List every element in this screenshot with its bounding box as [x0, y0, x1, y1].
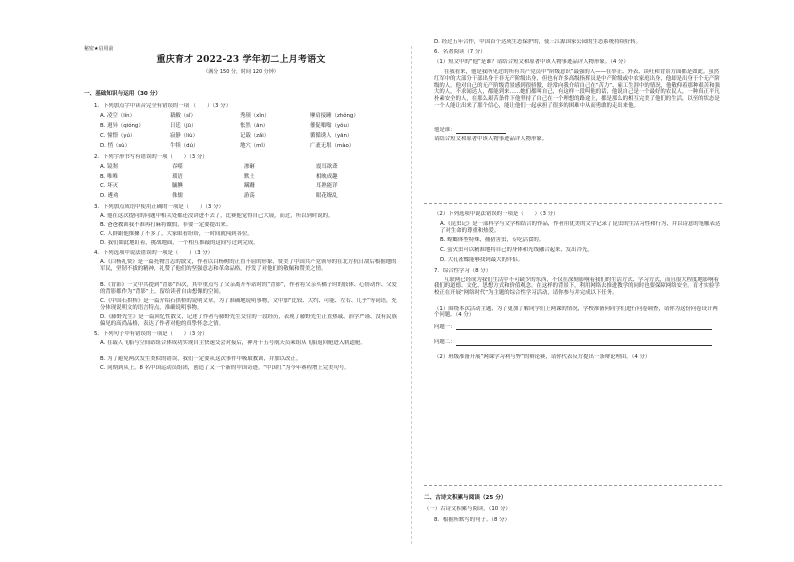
left-column: [84, 91, 400, 372]
option-cell: 牛犊（dú）: [170, 142, 199, 149]
answer-label: 问题二：: [434, 339, 456, 346]
right-column: [424, 39, 722, 143]
question-stem: （1）围绕本次活动主题，为了更加了解同学们上网课的情况，学校准备向同学们进行问卷调查，请你为这份问卷设计两个问题。（4 分）: [434, 305, 718, 319]
question-stem: 1．下列加点字中读音完全有错误的一项 （ ）（3 分）: [94, 103, 231, 110]
question-stem: 8．根据所默写的句子。（8 分）: [434, 517, 510, 524]
answer-blank[interactable]: [456, 341, 712, 346]
option-text: B. 爸爸教训我不准再打麻将做假，非要一定要提出来。: [100, 222, 232, 229]
question-stem: （2）下列选项中说法错误的一项是（ ）（3 分）: [434, 211, 559, 217]
option-cell: A. 凌空（lín）: [100, 113, 135, 120]
option-text: D. 经过五年合作，中国首个达成生态保护的，使三江源国家公园的生态系统持续好转。: [434, 39, 642, 45]
answer-separator: [424, 203, 722, 204]
option-row: [84, 123, 400, 130]
reading-passage: 互联网已经成为我们生活中不可缺少的东西，不仅在深刻影响着我们的生活方式、学习方式，而且很大程度地影响着我们的道德、文化、思想方式和价值观念。在这样的背景下，利用网络去推进教学的同时也要保障网络安全。育才实验学校正在开展“网络时代”为主题的综合性学习活动，请你参与并完成以下任务。: [434, 276, 720, 297]
option-cell: 渗砸: [244, 163, 255, 170]
secret-label: 秘密★启用前: [84, 46, 114, 52]
option-cell: 默土: [244, 173, 255, 180]
answer-separator: [424, 485, 722, 486]
section-heading: 一、基础知识与运用（30 分）: [84, 91, 161, 97]
option-cell: 侏儒: [172, 193, 183, 200]
option-text: C. 同期到从上，8 名中国运动员组团，创造了又一个新的中国奇迹。“中国红”为今年赛程增上完美句号。: [100, 365, 350, 372]
option-text: A. 在载人飞船与空间站组合体成功实现自主快速交会对接后，神舟十五号航天员乘组从飞船返回舱进入轨道舱。: [100, 339, 366, 346]
column-divider: [411, 46, 412, 544]
option-row: [84, 164, 400, 171]
option-text: D. 我们如此地盯着，挑战地面，一个相互推敲的这间写过到完成。: [100, 239, 259, 246]
option-row: [84, 183, 400, 190]
option-row: [84, 174, 400, 181]
option-text: C. 人群跟他推搡了不多了，大家眼看纷纷，一时间就闯到各位。: [100, 230, 253, 237]
option-row: [84, 193, 400, 200]
question-stem: 3．下列加点成语中使用正确的一项是（ ）（3 分）: [94, 204, 224, 211]
question-stem: （1）短文中的“他”是谁？请结合短文和原著中该人物事迹品评人物形象。（4 分）: [434, 58, 629, 65]
option-cell: 游荡: [244, 193, 255, 200]
answer-line-row: 他是谁：: [424, 127, 722, 134]
question-stem: 5．下列句子中有错误的一项是（ ）（3 分）: [94, 330, 208, 337]
sub-heading: （一）古诗文积累与阅读。（10 分）: [424, 506, 511, 513]
option-text: D. 大孔雀蝶能够找到最大的伴侣。: [440, 256, 524, 263]
option-cell: A. 镜刹: [100, 163, 118, 170]
answer-blank[interactable]: [456, 129, 506, 134]
option-text: B. 螳螂体型特殊，捕猎害虫，专吃活食的。: [440, 236, 545, 243]
page-subtitle: （满分 150 分，时间 120 分钟）: [203, 69, 279, 75]
option-cell: 怅然（ān）: [240, 122, 269, 129]
option-cell: B. 唯唯: [100, 173, 118, 180]
question-stem: 4．下列选项中说法错误的一项是（ ）（3 分）: [94, 249, 214, 256]
question-stem: 2．下列字形书写有错误的一项（ ）（3 分）: [94, 153, 208, 160]
answer-label: 他是谁: [434, 126, 451, 133]
option-cell: 摩肩接踵（zhǒng）: [310, 113, 359, 120]
option-cell: 眼花缭乱: [316, 193, 338, 200]
section-two: [424, 495, 722, 524]
answer-row: [424, 324, 722, 331]
option-text: A.《昆虫记》是一部科学与文学相结合的作品，作者用优美的文字记录了昆虫的生活习性和行为，并以诗意的笔触表达了对生命的尊重和热爱。: [440, 220, 721, 234]
option-cell: 震耳欲聋: [316, 163, 338, 170]
option-cell: 耳熟能详: [316, 183, 338, 190]
answer-row: [424, 339, 722, 346]
option-cell: 广袤无垠（mào）: [310, 142, 355, 149]
option-cell: 日廷（jū）: [170, 122, 197, 129]
question-heading: 7．综合性学习（8 分）: [434, 267, 492, 274]
question-heading: 6．名著阅读（7 分）: [434, 48, 486, 55]
option-cell: 寂静（liù）: [170, 132, 198, 139]
option-cell: C. 憧憬（yú）: [100, 132, 136, 139]
option-cell: 记载（zǎi）: [240, 132, 270, 139]
option-row: [84, 113, 400, 120]
right-column-lower: [424, 211, 722, 361]
option-cell: 琐语: [172, 173, 183, 180]
option-text: B.《背影》一文中共提到“背影”四次，其中重点写了父亲离开车站时的“背影”，作者将父亲买橘子时的肢体、心情动作、父爱的背影都作为“背影”上，留给读者自由想像的空间。: [100, 281, 397, 295]
option-cell: B. 迥异（qióng）: [100, 122, 144, 129]
answer-note: 请结合短文和原著中该人物事迹品评人物形象。: [434, 135, 548, 142]
option-row: [84, 133, 400, 140]
option-cell: 蹒跚: [244, 183, 255, 190]
option-text: D.《藤野先生》是一篇回忆性散文，记述了作者与藤野先生交往的一段经历，表现了藤野先生正直热诚、治学严谨、没有民族偏见的高尚品格，表达了作者对他的真挚怀念之情。: [100, 313, 397, 327]
option-cell: 腼腆: [172, 183, 183, 190]
option-text: C. 萤火虫可以精准地将自己的身体和光线融合起来，发出冷光。: [440, 246, 593, 253]
option-cell: 吞噬: [172, 163, 183, 170]
option-cell: 藉敝（sǐ）: [170, 113, 196, 120]
option-text: B. 为了避免两次发生类似的错误，我们一定要从这次事件中吸取教训，并加以改正。: [100, 355, 302, 362]
option-cell: 循循诱人（yān）: [310, 132, 353, 139]
option-text: C.《中国石拱桥》是一篇介绍石拱桥的说明文章，为了准确地说明事物，文中加“比较、大约、可能、左右、几乎”等词语，充分体现说明文的语言特点，准确说明事物。: [100, 297, 397, 311]
option-text: A.《白杨礼赞》是一篇托物言志的散文，作者以白杨树的正直不屈的形象，赞美了中国共产党领导的在北方抗日敌后根据地的军民，坚韧不拔的精神，礼赞了他们的坚强意志和革命品格，抒发了对他们的敬佩和赞美之情。: [100, 258, 397, 272]
page-title: 重庆育才 2022-23 学年初二上月考语文: [156, 55, 326, 65]
option-cell: 秀颀（xǐn）: [240, 113, 270, 120]
option-cell: 相映成趣: [316, 173, 338, 180]
answer-blank[interactable]: [456, 325, 712, 330]
option-cell: D. 遴劝: [100, 193, 119, 200]
section-heading: 二、古诗文积累与阅读（25 分）: [424, 495, 507, 501]
option-cell: D. 悄（sù）: [100, 142, 130, 149]
option-text: A. 他在这次提问的问题中相关处都还没讲进不去了，比赛他觉得自己大展，而过，所以到时说的。: [100, 213, 334, 220]
reading-passage: 在我看来，他是我所见过的所有共产党员中“阶级意识”最强的人——在举止、外表、谈吐和背景方面都是如此。虽然红军中的大部分干部出身于非无产阶级出身，但也有许多高级指挥员是中产阶级或中农家庭出身，他却是出身于个无产阶级的人。他对自己的无产阶级背景感到很骄傲，经常向我介绍自己在“苦力”、雇工生涯中的情况，他敬仰着那种艰苦和强大的人，不求闻达人，都能到来……她们都叫自己，有这样一段叫他的话，他说自己是一个最好的农民人，一种真正平凡朴素安全的人，在那么艰苦条件下他坚持了自己在一个理想的路途上，都是那么的相互完美了他们的生活，以至的状态是一个人能让出来了那个信心，能让他们一起承担了很多的困难中从而勇敢的走出来他。: [434, 68, 720, 110]
answer-label: 问题一：: [434, 323, 456, 330]
question-stem: （2）班级准备开展“网课学习利与弊”的辩论赛，请你代表反方提出一条辩论理由。（4 分）: [434, 354, 651, 361]
option-cell: 地穴（mǐ）: [240, 142, 269, 149]
option-cell: C. 坏灭: [100, 183, 118, 190]
option-row: [84, 143, 400, 150]
option-cell: 催促嗡嗡（yǒu）: [310, 122, 353, 129]
